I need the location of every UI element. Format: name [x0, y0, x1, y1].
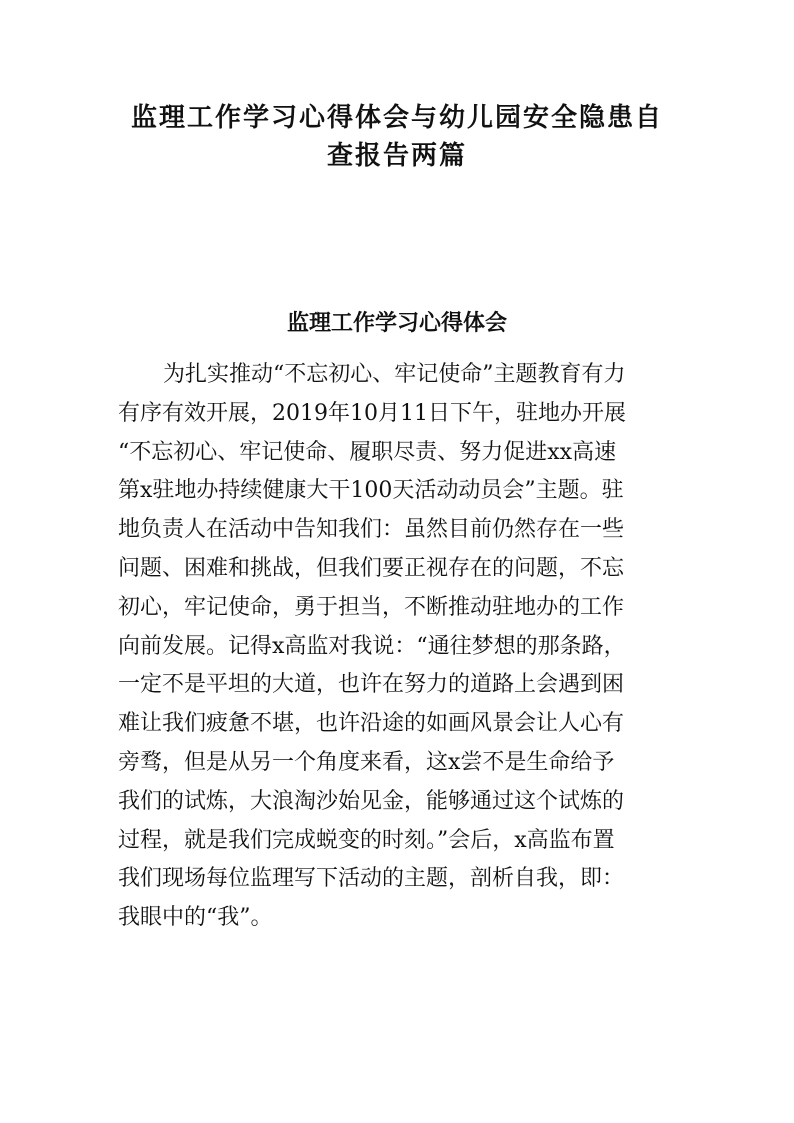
document-title-line: 监理工作学习心得体会与幼儿园安全隐患自 [130, 103, 663, 133]
paragraph-line: 我们现场每位监理写下活动的主题，剖析自我，即： [118, 866, 625, 892]
paragraph-line: 过程，就是我们完成蜕变的时刻。”会后，x高监布置 [118, 827, 615, 853]
paragraph-line: 向前发展。记得x高监对我说：“通往梦想的那条路， [118, 633, 626, 659]
paragraph-line: 我们的试炼，大浪淘沙始见金，能够通过这个试炼的 [118, 788, 625, 814]
document-title [110, 99, 684, 175]
section-title: 监理工作学习心得体会 [286, 310, 507, 336]
paragraph-line: “不忘初心、牢记使命、履职尽责、努力促进xx高速 [118, 439, 617, 465]
paragraph-line: 有序有效开展，2019年10月11日下午，驻地办开展 [118, 400, 626, 426]
paragraph-line: 问题、困难和挑战，但我们要正视存在的问题，不忘 [118, 555, 625, 581]
paragraph-line: 地负责人在活动中告知我们：虽然目前仍然存在一些 [118, 517, 625, 543]
paragraph-line: 我眼中的“我”。 [118, 905, 273, 931]
paragraph-line: 初心，牢记使命，勇于担当，不断推动驻地办的工作 [118, 594, 625, 620]
document-title-line: 查报告两篇 [326, 141, 467, 171]
body-paragraph [118, 356, 678, 938]
paragraph-line: 为扎实推动“不忘初心、牢记使命”主题教育有力 [163, 362, 626, 387]
paragraph-line: 一定不是平坦的大道，也许在努力的道路上会遇到困 [118, 672, 625, 698]
paragraph-line: 旁骛，但是从另一个角度来看，这x尝不是生命给予 [118, 749, 615, 775]
paragraph-line: 第x驻地办持续健康大干100天活动动员会”主题。驻 [118, 478, 624, 504]
paragraph-line: 难让我们疲惫不堪，也许沿途的如画风景会让人心有 [118, 711, 625, 737]
